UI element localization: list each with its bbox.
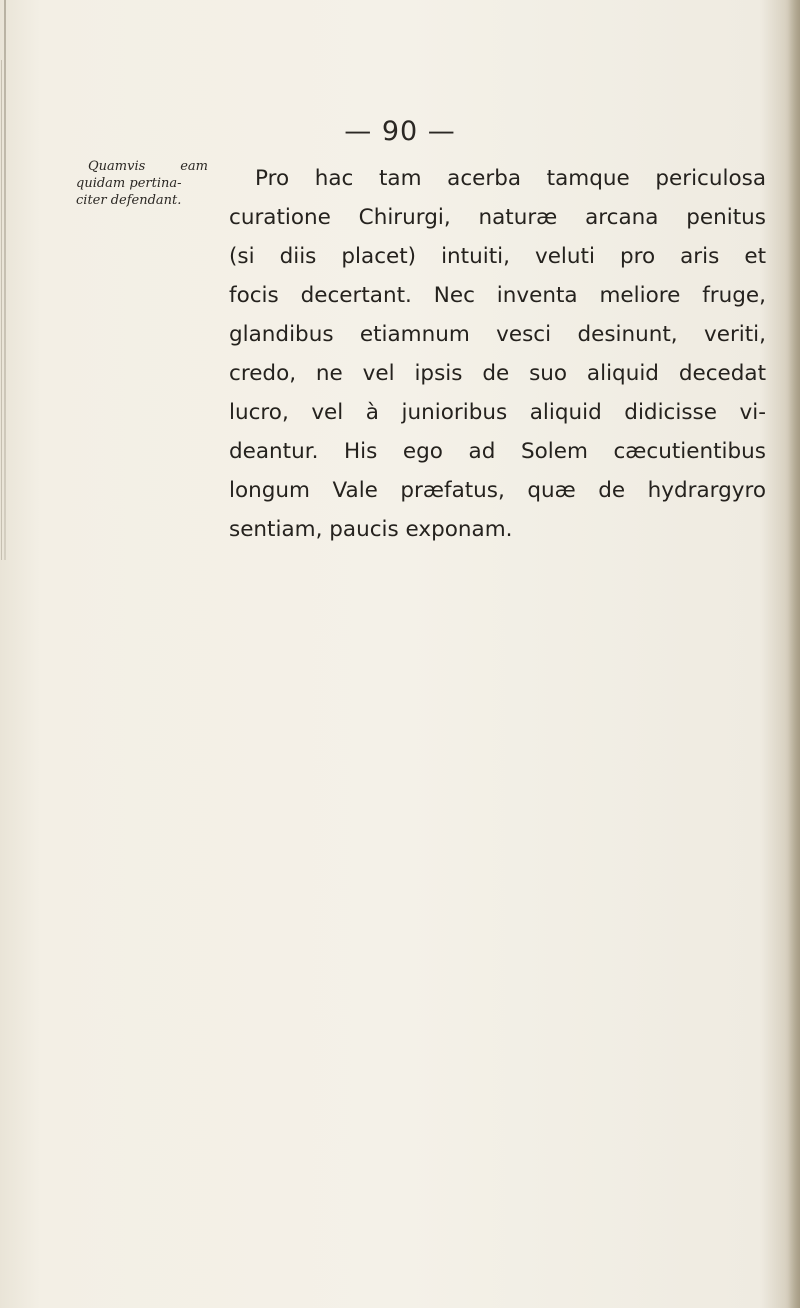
text-line: lucro, vel à junioribus aliquid didicisse vi- [229, 400, 766, 425]
marginal-note [76, 158, 226, 209]
binding-gutter-line [1, 60, 2, 560]
text-line: focis decertant. Nec inventa meliore fruge, [229, 283, 766, 308]
page-edge-shadow [788, 0, 800, 1308]
text-line: longum Vale præfatus, quæ de hydrargyro [229, 478, 766, 503]
text-line: sentiam, paucis exponam. [229, 517, 513, 542]
text-line: deantur. His ego ad Solem cæcutientibus [229, 439, 766, 464]
marginal-note-line: citer defendant. [76, 193, 182, 208]
text-line: Pro hac tam acerba tamque periculosa [255, 166, 766, 191]
text-line: (si diis placet) intuiti, veluti pro aris et [229, 244, 766, 269]
page-number: — 90 — [344, 116, 456, 147]
text-line: curatione Chirurgi, naturæ arcana penitus [229, 205, 766, 230]
binding-gutter-shadow [4, 0, 6, 560]
text-line: glandibus etiamnum vesci desinunt, veriti, [229, 322, 766, 347]
body-paragraph [229, 159, 766, 549]
text-line: credo, ne vel ipsis de suo aliquid decedat [229, 361, 766, 386]
marginal-note-line: quidam pertina- [76, 176, 182, 191]
marginal-note-line: Quamvis eam [88, 159, 208, 174]
